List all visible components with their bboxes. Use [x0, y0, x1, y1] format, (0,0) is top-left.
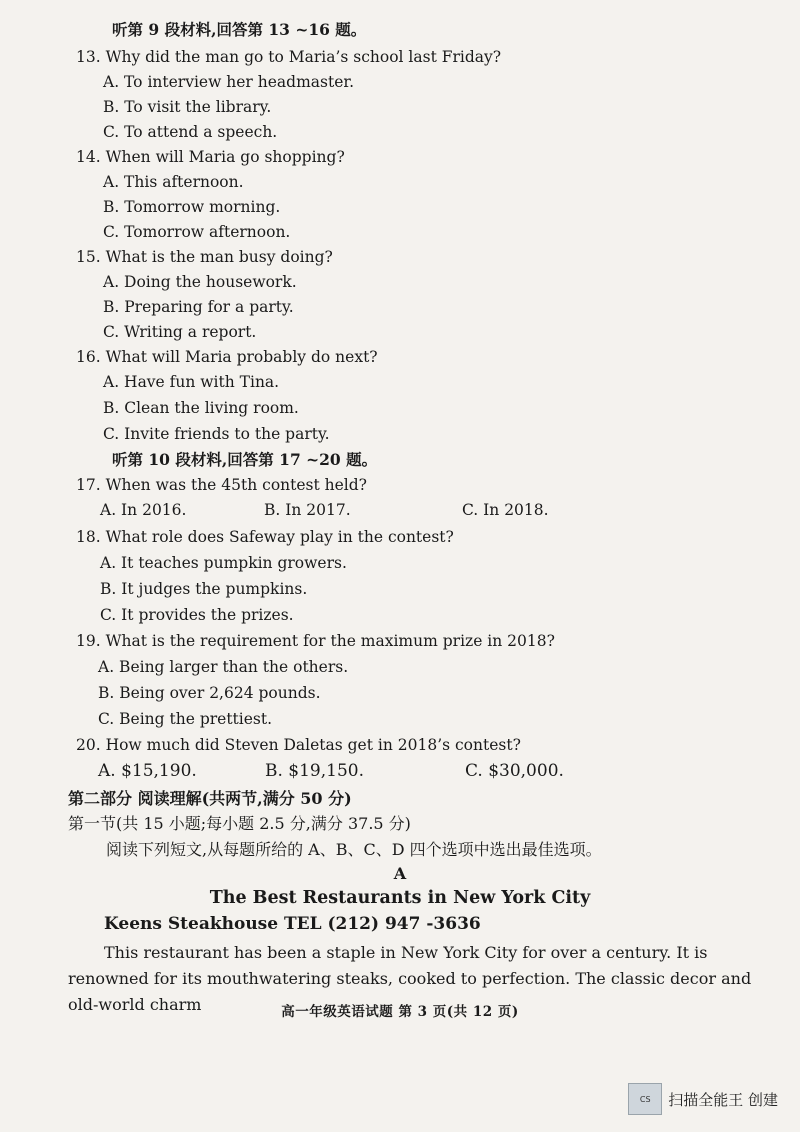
- option-18c: C. It provides the prizes.: [100, 606, 294, 624]
- article-title: The Best Restaurants in New York City: [209, 888, 591, 908]
- option-15c: C. Writing a report.: [103, 323, 257, 341]
- question-13: 13. Why did the man go to Maria’s school last Friday?: [76, 48, 502, 66]
- option-16b: B. Clean the living room.: [103, 399, 299, 417]
- option-14c: C. Tomorrow afternoon.: [103, 223, 291, 241]
- option-16a: A. Have fun with Tina.: [103, 373, 280, 391]
- question-15: 15. What is the man busy doing?: [76, 248, 333, 266]
- question-16: 16. What will Maria probably do next?: [76, 348, 378, 366]
- option-14b: B. Tomorrow morning.: [103, 198, 281, 216]
- option-16c: C. Invite friends to the party.: [103, 425, 330, 443]
- question-14: 14. When will Maria go shopping?: [76, 148, 345, 166]
- option-20c: C. $30,000.: [465, 761, 564, 781]
- scanner-logo-icon: CS: [628, 1083, 662, 1115]
- page-footer: 高一年级英语试题 第 3 页(共 12 页): [281, 1004, 519, 1020]
- option-15b: B. Preparing for a party.: [103, 298, 294, 316]
- option-15a: A. Doing the housework.: [103, 273, 297, 291]
- option-20b: B. $19,150.: [265, 761, 365, 781]
- section9-intro: 听第 9 段材料,回答第 13 ~16 题。: [112, 20, 367, 39]
- option-18b: B. It judges the pumpkins.: [100, 580, 308, 598]
- part2-heading: 第二部分 阅读理解(共两节,满分 50 分): [68, 789, 352, 808]
- restaurant-heading: Keens Steakhouse TEL (212) 947 -3636: [104, 914, 481, 934]
- option-13c: C. To attend a speech.: [103, 123, 278, 141]
- option-17a: A. In 2016.: [100, 501, 187, 519]
- option-19a: A. Being larger than the others.: [98, 658, 349, 676]
- option-20a: A. $15,190.: [98, 761, 197, 781]
- option-19c: C. Being the prettiest.: [98, 710, 273, 728]
- question-20: 20. How much did Steven Daletas get in 2018’s contest?: [76, 736, 521, 754]
- option-19b: B. Being over 2,624 pounds.: [98, 684, 321, 702]
- article-paragraph: This restaurant has been a staple in New York City for over a century. It is renowned for its mouthwatering steaks, cooked to perfection. The classic decor and old-world charm: [68, 943, 752, 1014]
- section10-intro: 听第 10 段材料,回答第 17 ~20 题。: [112, 450, 378, 469]
- passage-letter: A: [393, 864, 407, 883]
- part2-instruction: 阅读下列短文,从每题所给的 A、B、C、D 四个选项中选出最佳选项。: [106, 840, 602, 859]
- question-19: 19. What is the requirement for the maximum prize in 2018?: [76, 632, 555, 650]
- option-18a: A. It teaches pumpkin growers.: [100, 554, 347, 572]
- part2-section1: 第一节(共 15 小题;每小题 2.5 分,满分 37.5 分): [68, 814, 411, 833]
- question-17: 17. When was the 45th contest held?: [76, 476, 367, 494]
- option-17b: B. In 2017.: [264, 501, 351, 519]
- option-14a: A. This afternoon.: [103, 173, 244, 191]
- watermark-text: 扫描全能王 创建: [668, 1090, 778, 1109]
- option-13b: B. To visit the library.: [103, 98, 272, 116]
- option-17c: C. In 2018.: [462, 501, 549, 519]
- question-18: 18. What role does Safeway play in the contest?: [76, 528, 454, 546]
- option-13a: A. To interview her headmaster.: [103, 73, 355, 91]
- scanner-watermark: [628, 1084, 778, 1114]
